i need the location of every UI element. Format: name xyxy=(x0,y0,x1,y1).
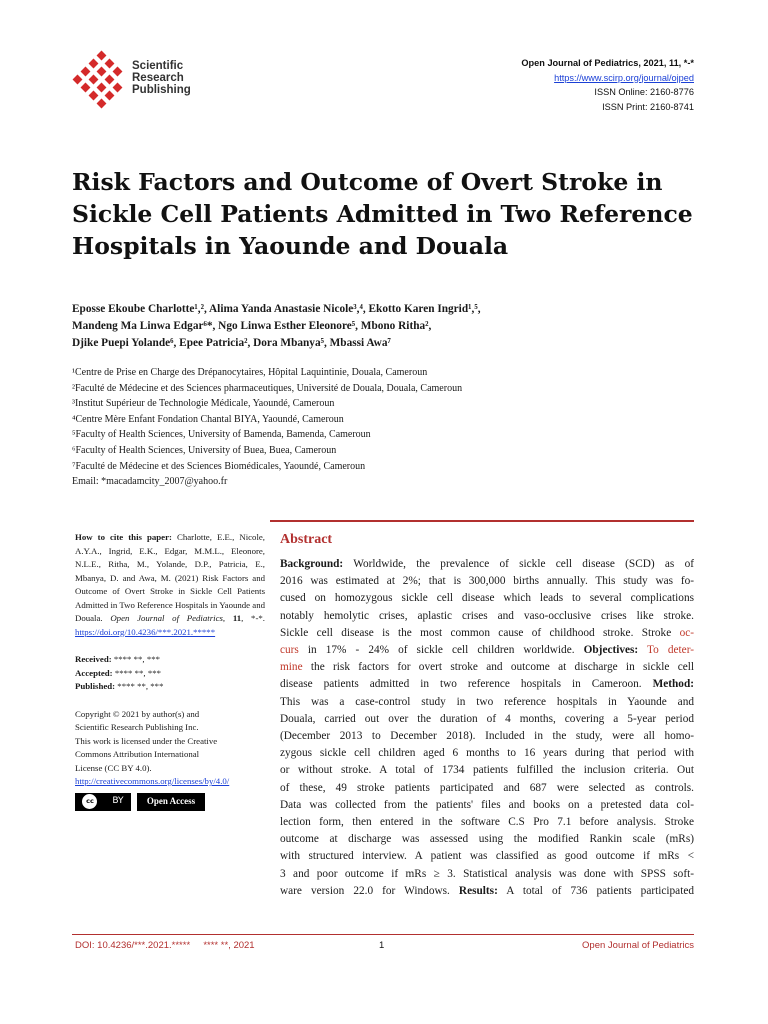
abstract-body xyxy=(280,556,694,900)
affiliation-item: ⁵Faculty of Health Sciences, University of Bamenda, Bamenda, Cameroun xyxy=(72,429,371,441)
issn-online: ISSN Online: 2160-8776 xyxy=(594,87,694,97)
footer-doi xyxy=(75,940,255,951)
abstract-line: of these, 49 stroke patients participated and 687 were selected as controls. xyxy=(280,781,694,794)
publisher-name-line: Publishing xyxy=(132,84,191,96)
by-label: BY xyxy=(112,795,124,806)
journal-url-link[interactable]: https://www.scirp.org/journal/ojped xyxy=(554,72,694,83)
copyright-line: Commons Attribution International xyxy=(75,749,200,759)
affiliation-item: ⁶Faculty of Health Sciences, University of Buea, Buea, Cameroun xyxy=(72,444,337,456)
abstract-line: Douala, carried out over the duration of 4 months, covering a 5-year period xyxy=(280,712,694,725)
abstract-line: 3 and poor outcome if mRs ≥ 3. Statistical analysis was done with SPSS soft- xyxy=(280,867,694,880)
publisher-name-line: Research xyxy=(132,72,184,84)
received-date: **** **, *** xyxy=(111,654,161,664)
title-line: Sickle Cell Patients Admitted in Two Reference xyxy=(72,200,693,228)
abstract-highlight: curs xyxy=(280,644,299,657)
paper-title xyxy=(72,166,712,262)
abstract-line: or without stroke. A total of 1734 patients fulfilled the inclusion criteria. Out xyxy=(280,764,694,777)
abstract-line xyxy=(280,556,694,573)
abstract-text: in 17% - 24% of sickle cell children worldwide. xyxy=(298,644,584,657)
title-line: Risk Factors and Outcome of Overt Stroke in xyxy=(72,168,663,196)
affiliation-item: ⁴Centre Mère Enfant Fondation Chantal BIYA, Yaoundé, Cameroun xyxy=(72,413,344,425)
license-badges xyxy=(75,793,265,811)
citation-label: How to cite this paper: xyxy=(75,532,172,542)
abstract-keyword: Results: xyxy=(458,884,498,897)
publication-dates xyxy=(75,653,265,694)
abstract-line xyxy=(280,625,694,642)
footer-doi-text: DOI: 10.4236/***.2021.***** xyxy=(75,940,191,951)
footer-journal: Open Journal of Pediatrics xyxy=(582,940,694,951)
abstract-heading: Abstract xyxy=(280,532,333,547)
abstract-line: 2016 was estimated at 2%; that is 300,000 births annually. This study was fo- xyxy=(280,575,694,588)
title-line: Hospitals in Yaounde and Douala xyxy=(72,232,509,260)
author-line: Djike Puepi Yolande⁶, Epee Patricia², Dora Mbanya⁵, Mbassi Awa⁷ xyxy=(72,337,391,349)
abstract-text: disease patients admitted in two reference hospitals in Cameroon. xyxy=(280,678,653,691)
publisher-name xyxy=(132,60,191,96)
affiliations xyxy=(72,365,712,490)
doi-link[interactable]: https://doi.org/10.4236/***.2021.***** xyxy=(75,626,216,637)
citation-block xyxy=(75,531,265,639)
logo-diamonds-icon xyxy=(72,50,132,110)
abstract-line: zygous sickle cell children aged 6 months to 16 years during that period with xyxy=(280,747,694,760)
copyright-line: This work is licensed under the Creative xyxy=(75,735,218,746)
citation-text: Charlotte, E.E., Nicole, A.Y.A., Ingrid, E.K., Edgar, M.M.L., Eleonore, N.L.E., Ritha, M., Yolande, D.P., Patricia, E., Mbanya, D. and Awa, M. (2021) Risk Factors and Outcome of Overt Stroke in Sickle Cell Patients Admitted in Two Reference Hospitals in Yaounde and Douala. xyxy=(75,532,265,623)
copyright-line: License (CC BY 4.0). xyxy=(75,762,152,773)
abstract-text: Worldwide, the prevalence of sickle cell disease (SCD) as of xyxy=(343,558,694,570)
abstract-line: outcome at discharge was assessed using the modified Rankin scale (mRs) xyxy=(280,833,694,846)
abstract-line xyxy=(280,659,694,676)
citation-journal: Open Journal of Pediatrics xyxy=(110,613,223,623)
abstract-line: notably hemolytic crises, aplastic crises and vaso-occlusive crises like stroke. xyxy=(280,609,694,622)
license-link[interactable]: http://creativecommons.org/licenses/by/4.0/ xyxy=(75,776,230,786)
abstract-line: (December 2013 to December 2018). Included in the study, were all homo- xyxy=(280,730,694,743)
contact-email: Email: *macadamcity_2007@yahoo.fr xyxy=(72,476,228,488)
publisher-name-line: Scientific xyxy=(132,60,184,72)
affiliation-item: ¹Centre de Prise en Charge des Drépanocytaires, Hôpital Laquintinie, Douala, Cameroun xyxy=(72,367,428,378)
affiliation-item: ²Faculté de Médecine et des Sciences pharmaceutiques, Université de Douala, Douala, Cameroun xyxy=(72,382,463,394)
author-list xyxy=(72,301,712,352)
footer-date: **** **, 2021 xyxy=(203,940,255,951)
abstract-text: A total of 736 patients participated xyxy=(497,884,694,897)
cc-icon: cc xyxy=(82,794,97,809)
abstract-text: ware version 22.0 for Windows. xyxy=(280,884,459,897)
abstract-line xyxy=(280,642,694,659)
copyright-line: Copyright © 2021 by author(s) and xyxy=(75,708,200,719)
abstract-text: Sickle cell disease is the most common cause of childhood stroke. Stroke xyxy=(280,626,680,639)
citation-volume: 11 xyxy=(232,613,242,623)
abstract-text: the risk factors for overt stroke and outcome at discharge in sickle cell xyxy=(302,661,694,674)
received-label: Received: xyxy=(75,654,112,664)
cc-by-badge-icon[interactable] xyxy=(75,793,131,811)
abstract-line: lection form, then entered in the software C.S Pro 7.1 before analysis. Stroke xyxy=(280,816,694,829)
abstract-highlight: mine xyxy=(280,661,303,674)
abstract-line: cused on homozygous sickle cell disease which leads to several complications xyxy=(280,592,694,605)
citation-text: , xyxy=(222,613,233,623)
footer-rule xyxy=(72,934,694,935)
abstract-highlight: To deter- xyxy=(638,644,694,657)
published-label: Published: xyxy=(75,681,116,691)
abstract-line: with structured interview. A patient was classified as good outcome if mRs < xyxy=(280,850,694,863)
abstract-keyword: Background: xyxy=(280,558,344,570)
author-line: Mandeng Ma Linwa Edgar⁶*, Ngo Linwa Esther Eleonore⁵, Mbono Ritha², xyxy=(72,320,432,332)
open-access-badge[interactable]: Open Access xyxy=(137,793,205,811)
journal-info xyxy=(521,56,694,114)
journal-name: Open Journal of Pediatrics, 2021, 11, *-* xyxy=(521,58,694,68)
publisher-logo xyxy=(72,50,202,110)
abstract-line xyxy=(280,883,694,900)
abstract-keyword: Method: xyxy=(652,678,694,691)
author-line: Eposse Ekoube Charlotte¹,², Alima Yanda Anastasie Nicole³,⁴, Ekotto Karen Ingrid¹,⁵, xyxy=(72,303,481,315)
abstract-keyword: Objectives: xyxy=(583,644,639,657)
page-number: 1 xyxy=(379,940,385,951)
published-date: **** **, *** xyxy=(115,681,164,691)
citation-text: , *-*. xyxy=(241,613,265,623)
copyright-line: Scientific Research Publishing Inc. xyxy=(75,722,199,732)
abstract-rule xyxy=(270,520,694,522)
accepted-date: **** **, *** xyxy=(112,667,162,678)
affiliation-item: ³Institut Supérieur de Technologie Médicale, Yaoundé, Cameroun xyxy=(72,398,335,410)
copyright-notice xyxy=(75,708,265,789)
issn-print: ISSN Print: 2160-8741 xyxy=(602,101,694,112)
sidebar-metadata xyxy=(75,531,265,811)
affiliation-item: ⁷Faculté de Médecine et des Sciences Biomédicales, Yaoundé, Cameroun xyxy=(72,460,366,472)
abstract-highlight: oc- xyxy=(679,626,694,639)
abstract-line: Data was collected from the patients' files and books on a pretested data col- xyxy=(280,798,694,811)
accepted-label: Accepted: xyxy=(75,667,113,678)
abstract-line xyxy=(280,676,694,693)
abstract-line: This was a case-control study in two reference hospitals in Yaounde and xyxy=(280,695,694,708)
